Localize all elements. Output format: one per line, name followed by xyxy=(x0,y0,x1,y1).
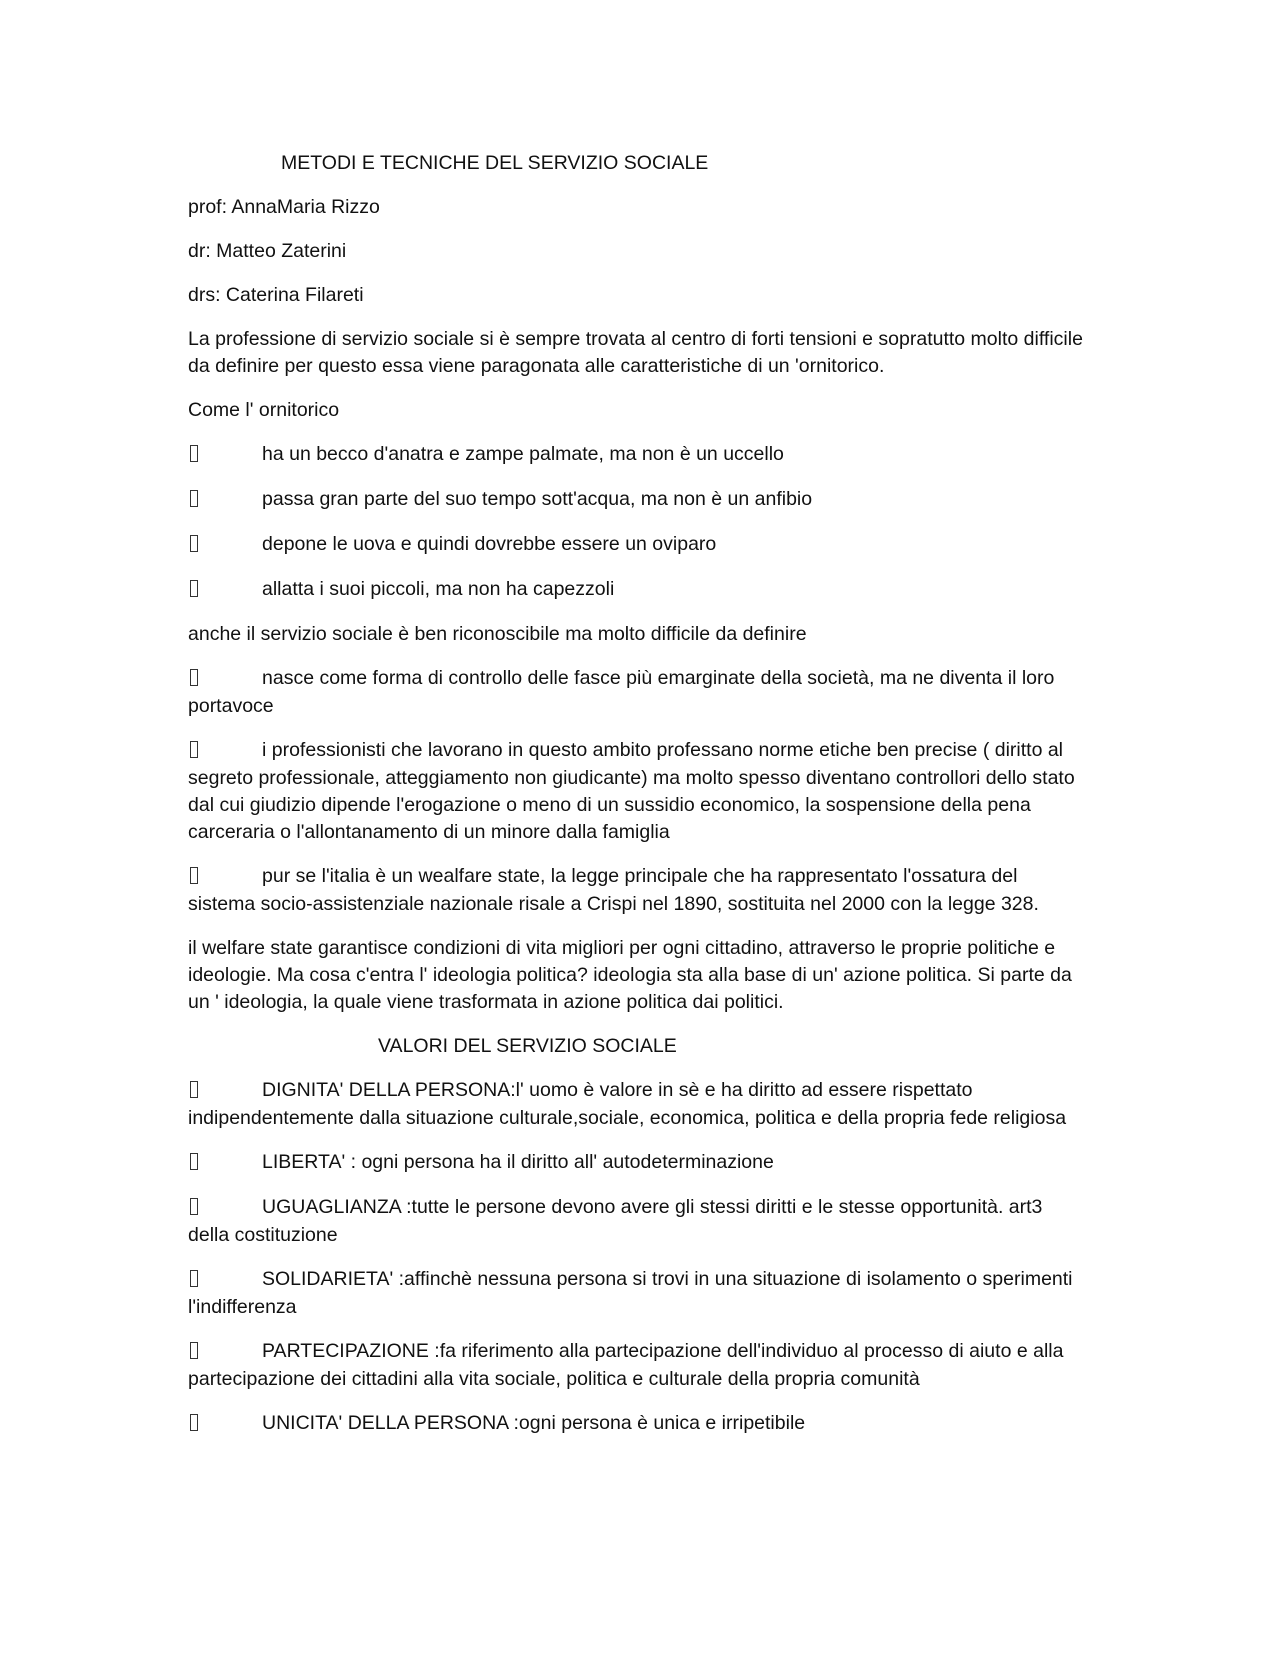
bullet-icon xyxy=(188,487,262,514)
bullet-icon xyxy=(188,1195,262,1222)
author-prof: prof: AnnaMaria Rizzo xyxy=(188,196,380,218)
bullet-icon xyxy=(188,1411,262,1438)
list-item-text: UGUAGLIANZA :tutte le persone devono avere gli stessi diritti e le stesse opportunità. art3 della costituzione xyxy=(188,1196,1043,1246)
list-item-text: PARTECIPAZIONE :fa riferimento alla partecipazione dell'individuo al processo di aiuto e alla partecipazione dei cittadini alla vita sociale, politica e culturale della propria comunità xyxy=(188,1340,1064,1390)
bullet-icon xyxy=(188,1150,262,1177)
list-item-text: passa gran parte del suo tempo sott'acqua, ma non è un anfibio xyxy=(262,488,813,510)
bullet-icon xyxy=(188,738,262,765)
list-item xyxy=(188,665,1088,720)
intro-paragraph: La professione di servizio sociale si è sempre trovata al centro di forti tensioni e sopratutto molto difficile da definire per questo essa viene paragonata alle caratteristiche di un 'ornitorico. xyxy=(188,328,1083,377)
bullet-icon xyxy=(188,577,262,604)
document-title: METODI E TECNICHE DEL SERVIZIO SOCIALE xyxy=(281,152,709,174)
list-item-text: DIGNITA' DELLA PERSONA:l' uomo è valore in sè e ha diritto ad essere rispettato indipendentemente dalla situazione culturale,sociale, economica, politica e della propria fede religiosa xyxy=(188,1079,1067,1129)
list-item xyxy=(188,1410,1088,1438)
list-item xyxy=(188,737,1088,846)
list-item xyxy=(188,1338,1088,1393)
welfare-paragraph: il welfare state garantisce condizioni di vita migliori per ogni cittadino, attraverso le proprie politiche e ideologie. Ma cosa c'entra l' ideologia politica? ideologia sta alla base di un' azione politica. Si parte da un ' ideologia, la quale viene trasformata in azione politica dai politici. xyxy=(188,937,1072,1013)
service-heading: anche il servizio sociale è ben riconoscibile ma molto difficile da definire xyxy=(188,623,807,645)
author-dr: dr: Matteo Zaterini xyxy=(188,240,347,262)
list-item-text: ha un becco d'anatra e zampe palmate, ma non è un uccello xyxy=(262,443,784,465)
list-item xyxy=(188,1077,1088,1132)
list-item-text: LIBERTA' : ogni persona ha il diritto all' autodeterminazione xyxy=(262,1151,774,1173)
bullet-icon xyxy=(188,666,262,693)
list-item xyxy=(188,1194,1088,1249)
platypus-heading: Come l' ornitorico xyxy=(188,399,340,421)
bullet-icon xyxy=(188,442,262,469)
document-body xyxy=(188,150,1088,1455)
list-item-text: SOLIDARIETA' :affinchè nessuna persona si trovi in una situazione di isolamento o sperimenti l'indifferenza xyxy=(188,1268,1073,1318)
list-item xyxy=(188,1149,1088,1177)
bullet-icon xyxy=(188,532,262,559)
list-item-text: nasce come forma di controllo delle fasce più emarginate della società, ma ne diventa il loro portavoce xyxy=(188,667,1055,717)
bullet-icon xyxy=(188,1267,262,1294)
list-item-text: allatta i suoi piccoli, ma non ha capezzoli xyxy=(262,578,615,600)
list-item xyxy=(188,863,1088,918)
bullet-icon xyxy=(188,864,262,891)
list-item xyxy=(188,531,1088,559)
list-item xyxy=(188,486,1088,514)
list-item xyxy=(188,1266,1088,1321)
bullet-icon xyxy=(188,1339,262,1366)
bullet-icon xyxy=(188,1078,262,1105)
author-drs: drs: Caterina Filareti xyxy=(188,284,364,306)
list-item-text: depone le uova e quindi dovrebbe essere un oviparo xyxy=(262,533,717,555)
list-item xyxy=(188,441,1088,469)
list-item xyxy=(188,576,1088,604)
values-title: VALORI DEL SERVIZIO SOCIALE xyxy=(378,1035,677,1057)
list-item-text: UNICITA' DELLA PERSONA :ogni persona è unica e irripetibile xyxy=(262,1412,806,1434)
list-item-text: pur se l'italia è un wealfare state, la legge principale che ha rappresentato l'ossatura del sistema socio-assistenziale nazionale risale a Crispi nel 1890, sostituita nel 2000 con la legge 328. xyxy=(188,865,1039,915)
list-item-text: i professionisti che lavorano in questo ambito professano norme etiche ben precise ( diritto al segreto professionale, atteggiamento non giudicante) ma molto spesso diventano controllori dello stato dal cui giudizio dipende l'erogazione o meno di un sussidio economico, la sospensione della pena carceraria o l'allontanamento di un minore dalla famiglia xyxy=(188,739,1075,843)
